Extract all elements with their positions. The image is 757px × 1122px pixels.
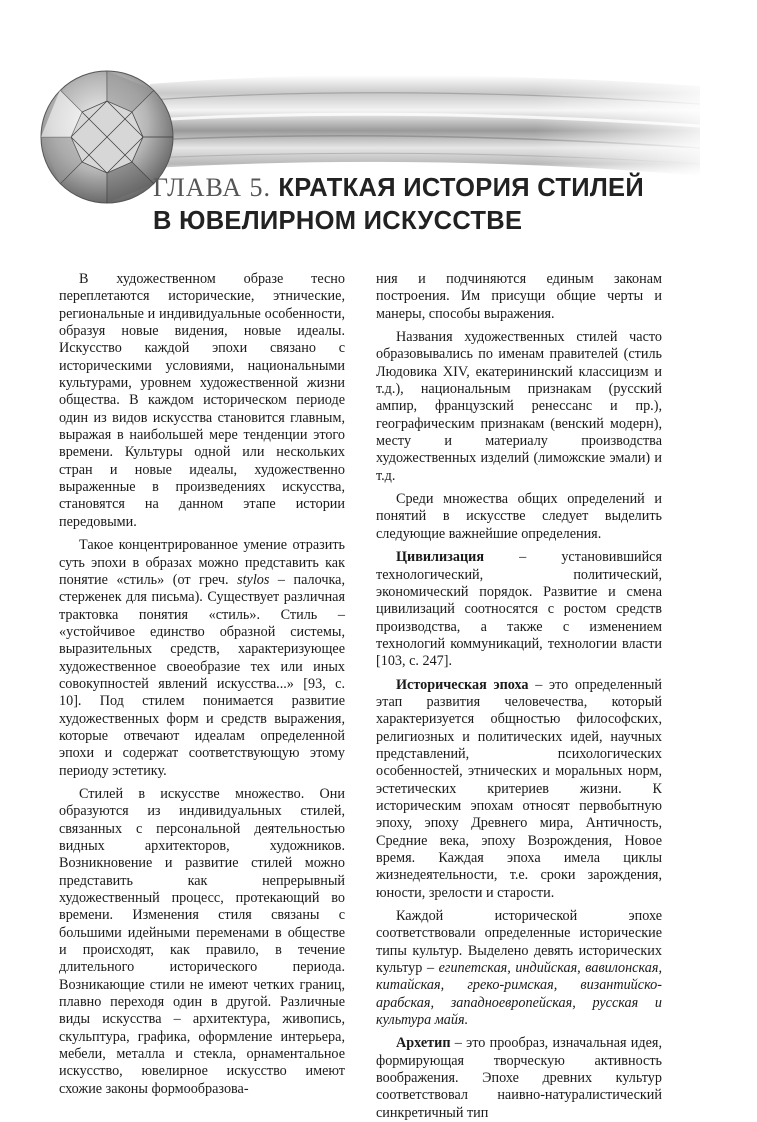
definition-text: – это определенный этап развития человечества, который характеризуется общностью философских, религиозных и политических идей, научных представлений, психологических особенностей, этнических и моральных норм, эстетических критериев жизни. К историческим эпохам относят первобытную эпоху, эпоху Древнего мира, Античность, Средние века, эпоху Возрождения, Новое время. Каждая эпоха имела циклы жизнедеятельности, т.е. сроки зарождения, юности, зрелости и старости.: [376, 676, 662, 901]
chapter-title-line-1: [153, 171, 713, 205]
definition-text: – это прообраз, изначальная идея, формирующая творческую активность воображения. Эпохе древних культур соответствовал наивно-натуралистический синкретичный тип: [376, 1035, 662, 1121]
paragraph: Стилей в искусстве множество. Они образуются из индивидуальных стилей, связанных с персональной деятельностью видных архитекторов, художников. Возникновение и развитие стилей можно представить как непрерывный художественный процесс, протекающий во времени. Изменения стиля связаны с большими идейными переменами в обществе и происходят, как правило, в течение длительного исторического периода. Возникающие стили не имеют четких границ, плавно переходя один в другой. Различные виды искусства – архитектура, живопись, скульптура, графика, оформление интерьера, мебели, металла и стекла, орнаментальное искусство, ювелирное искусство имеют схожие законы формообразова-: [59, 785, 345, 1097]
chapter-heading: [153, 171, 713, 238]
definition-term: Историческая эпоха: [396, 676, 529, 693]
chapter-title-line-2: В ЮВЕЛИРНОМ ИСКУССТВЕ: [153, 207, 523, 235]
definition-term: Архетип: [396, 1035, 451, 1052]
text-run: Каждой исторической эпохе соответствовали определенные исторические типы культур. Выделено девять исторических культур –: [376, 908, 662, 977]
definition-archetype: [376, 1035, 662, 1122]
definition-civilization: [376, 549, 662, 670]
paragraph: Среди множества общих определений и понятий в искусстве следует выделить следующие важнейшие определения.: [376, 491, 662, 542]
paragraph: [376, 908, 662, 1029]
text-run: – палочка, стерженек для письма). Существует различная трактовка понятия «стиль». Стиль – «устойчивое единство образной системы, выразительных средств, характеризующее художественное своеобразие тех или иных совокупностей явлений искусства...» [93, с. 10]. Под стилем понимается развитие художественных форм и средств выражения, которые отвечают идеалам определенной эпохи и содержат соответствующую этому периоду эстетику.: [59, 571, 345, 779]
definition-text: – установившийся технологический, политический, экономический порядок. Развитие и смена цивилизаций соотносятся с ростом средств производства, а также с изменением технологий коммуникаций, технологии власти [103, с. 247].: [376, 549, 662, 670]
definition-term: Цивилизация: [396, 549, 484, 566]
paragraph: [59, 537, 345, 780]
paragraph: Названия художественных стилей часто образовывались по именам правителей (стиль Людовика XIV, екатерининский классицизм и т.д.), национальным признакам (русский ампир, французский ренессанс и пр.), географическим признакам (венский модерн), месту и материалу производства художественных изделий (лиможские эмали) и т.д.: [376, 329, 662, 484]
paragraph: В художественном образе тесно переплетаются исторические, этнические, региональные и индивидуальные особенности, образуя новые видения, новые идеалы. Искусство каждой эпохи связано с историческими условиями, национальными культурами, уровнем художественной жизни общества. В каждом историческом периоде один из видов искусства становится главным, выражая в наибольшей мере тенденции этого времени. Культуры одной или нескольких стран и новые идеалы, художественно выраженные в произведениях искусства, становятся на данном этапе истории передовыми.: [59, 271, 345, 530]
text-run: Такое концентрированное умение отразить суть эпохи в образах можно представить как понятие «стиль» (от греч.: [59, 537, 345, 588]
text-column-right: [376, 271, 662, 1122]
italic-term: stylos: [237, 571, 270, 588]
paragraph-continued: ния и подчиняются единым законам построения. Им присущи общие черты и манеры, способы выражения.: [376, 271, 662, 322]
chapter-number: ГЛАВА 5.: [153, 173, 271, 202]
text-column-left: [59, 271, 345, 1098]
definition-historical-epoch: [376, 677, 662, 902]
chapter-title-part-1: КРАТКАЯ ИСТОРИЯ СТИЛЕЙ: [278, 174, 644, 202]
italic-list: египетская, индийская, вавилонская, китайская, греко-римская, византийско-арабская, западноевропейская, русская и культура майя.: [376, 960, 662, 1029]
